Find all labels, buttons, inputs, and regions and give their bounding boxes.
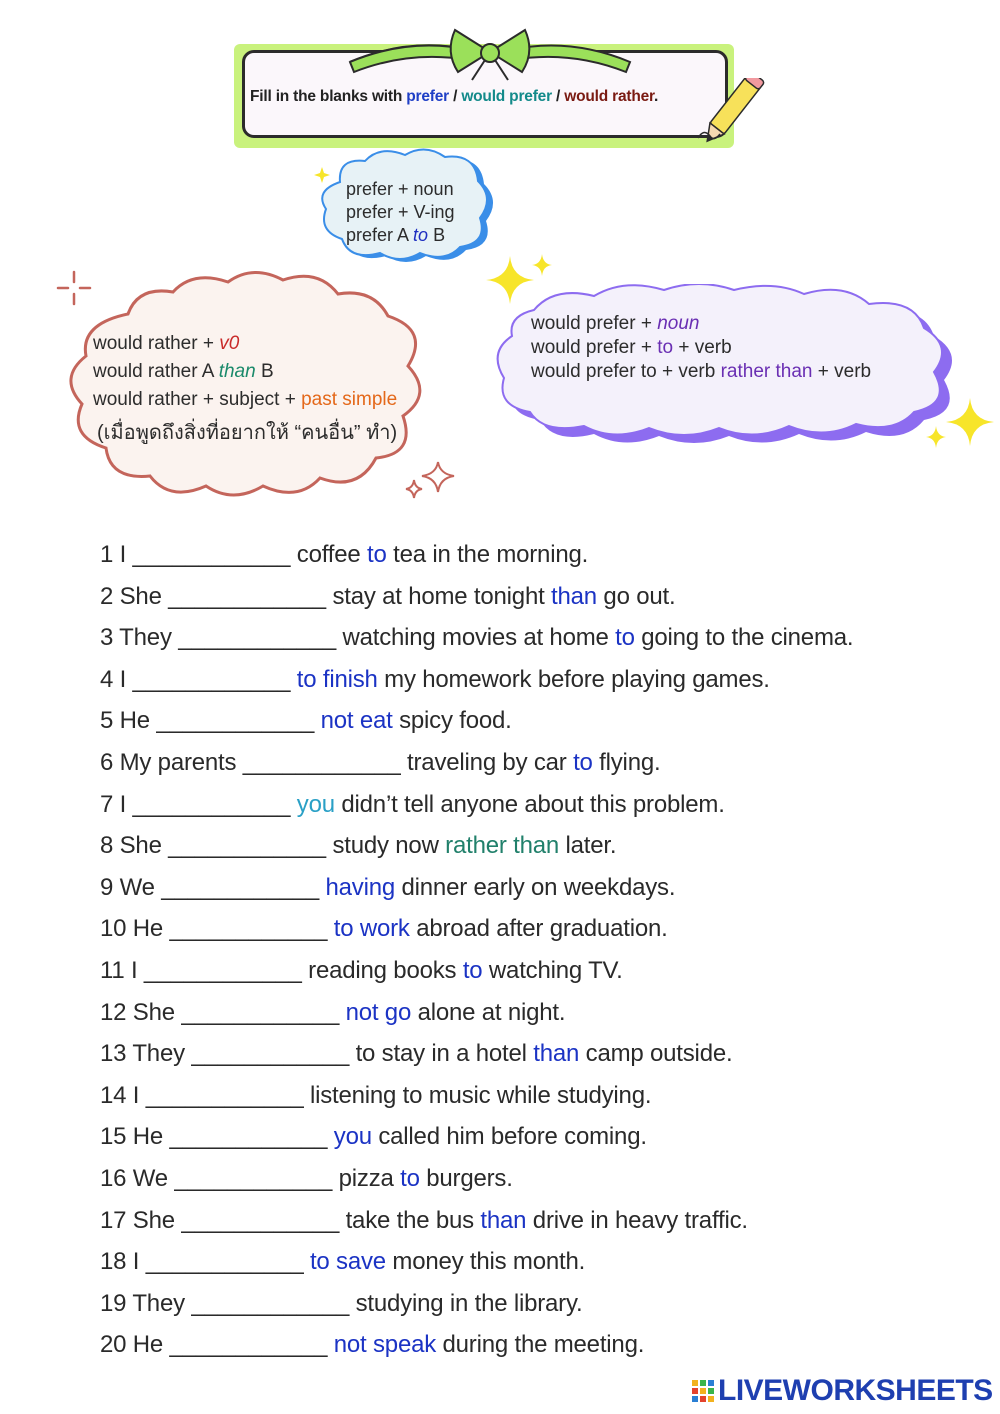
exercise-highlight: to — [573, 748, 593, 776]
exercise-highlight: to — [367, 541, 387, 568]
exercise-highlight: than — [551, 582, 597, 610]
exercise-text: reading books — [308, 956, 463, 984]
exercise-list — [100, 534, 980, 1366]
exercise-prompt: 2 She ____________ — [100, 582, 333, 610]
exercise-text: study now — [332, 832, 446, 860]
exercise-item — [100, 700, 980, 742]
exercise-highlight: not go — [345, 998, 412, 1026]
exercise-text: later. — [559, 832, 617, 860]
exercise-text: going to the cinema. — [634, 624, 854, 652]
exercise-text: didn’t tell anyone about this problem. — [334, 790, 725, 818]
would-rather-rule-past-simple: would rather + subject + past simple — [93, 389, 398, 410]
liveworksheets-logo — [690, 1374, 993, 1408]
exercise-prompt: 20 He ____________ — [100, 1331, 334, 1359]
exercise-item — [100, 1283, 980, 1325]
exercise-text: studying in the library. — [355, 1289, 583, 1317]
exercise-prompt: 4 I ____________ — [100, 665, 297, 693]
exercise-text: during the meeting. — [436, 1331, 645, 1359]
exercise-highlight: to finish — [296, 665, 378, 693]
sparkle-yellow-icon — [484, 250, 564, 310]
exercise-item — [100, 1116, 980, 1158]
exercise-text: take the bus — [345, 1206, 481, 1234]
prefer-rule-ving: prefer + V-ing — [346, 202, 455, 222]
exercise-text: drive in heavy traffic. — [526, 1206, 748, 1234]
exercise-text: abroad after graduation. — [409, 915, 668, 943]
exercise-item — [100, 1241, 980, 1283]
exercise-text: coffee — [296, 541, 368, 568]
exercise-prompt: 19 They ____________ — [100, 1289, 356, 1317]
would-rather-cloud-shape — [58, 266, 438, 506]
would-rather-rule-than: would rather A than B — [93, 361, 274, 382]
exercise-item — [100, 950, 980, 992]
exercise-text: stay at home tonight — [332, 582, 552, 610]
exercise-highlight: to — [615, 624, 635, 652]
exercise-prompt: 7 I ____________ — [100, 790, 297, 818]
exercise-prompt: 1 I ____________ — [100, 541, 297, 568]
exercise-prompt: 9 We ____________ — [100, 873, 326, 901]
ribbon-bow-icon — [340, 22, 640, 82]
exercise-item — [100, 908, 980, 950]
would-prefer-rule-rather-than: would prefer to + verb rather than + verb — [531, 361, 872, 382]
exercise-item — [100, 825, 980, 867]
exercise-prompt: 8 She ____________ — [100, 832, 333, 860]
title-prefer: prefer — [406, 88, 449, 105]
exercise-prompt: 10 He ____________ — [100, 915, 334, 943]
liveworksheets-logo-icon — [690, 1378, 716, 1404]
exercise-prompt: 17 She ____________ — [100, 1206, 346, 1234]
exercise-prompt: 16 We ____________ — [100, 1164, 339, 1192]
exercise-highlight: than — [480, 1206, 527, 1234]
exercise-prompt: 6 My parents ____________ — [100, 748, 408, 776]
exercise-text: tea in the morning. — [386, 541, 589, 568]
exercise-prompt: 14 I ____________ — [100, 1081, 310, 1109]
exercise-highlight: not speak — [333, 1331, 437, 1359]
exercise-text: burgers. — [419, 1164, 513, 1192]
title-would-prefer: would prefer — [461, 88, 552, 105]
exercise-text: to stay in a hotel — [355, 1040, 534, 1068]
exercise-text: spicy food. — [392, 707, 512, 735]
exercise-text: dinner early on weekdays. — [395, 873, 676, 901]
would-prefer-rule-noun: would prefer + noun — [531, 313, 700, 334]
exercise-highlight: to work — [333, 915, 410, 943]
exercise-prompt: 15 He ____________ — [100, 1123, 334, 1151]
exercise-item — [100, 617, 980, 659]
exercise-text: my homework before playing games. — [377, 665, 770, 693]
sparkle-icon — [312, 165, 332, 185]
exercise-prompt: 5 He ____________ — [100, 707, 321, 735]
exercise-highlight: you — [333, 1123, 372, 1151]
prefer-rule-a-to-b: prefer A to B — [346, 225, 446, 245]
exercise-item — [100, 534, 980, 576]
exercise-prompt: 18 I ____________ — [100, 1248, 310, 1276]
exercise-item — [100, 784, 980, 826]
pencil-icon — [692, 78, 772, 144]
exercise-text: watching movies at home — [342, 624, 616, 652]
exercise-highlight: to — [462, 956, 483, 984]
exercise-highlight: having — [325, 873, 396, 901]
exercise-item — [100, 742, 980, 784]
exercise-text: called him before coming. — [371, 1123, 647, 1151]
exercise-highlight: rather than — [445, 832, 560, 860]
would-rather-thai-note: (เมื่อพูดถึงสิ่งที่อยากให้ “คนอื่น” ทำ) — [97, 422, 398, 444]
exercise-item — [100, 1158, 980, 1200]
exercise-item — [100, 576, 980, 618]
exercise-text: alone at night. — [411, 998, 566, 1026]
liveworksheets-logo-text: LIVEWORKSHEETS — [718, 1374, 993, 1407]
sparkle-yellow-icon — [922, 392, 998, 454]
exercise-item — [100, 1075, 980, 1117]
star-outline-icon — [402, 458, 462, 502]
exercise-highlight: to — [400, 1164, 420, 1192]
exercise-highlight: you — [296, 790, 335, 818]
exercise-highlight: not eat — [320, 707, 393, 735]
exercise-text: go out. — [596, 582, 676, 610]
exercise-prompt: 13 They ____________ — [100, 1040, 356, 1068]
sparkle-outline-icon — [54, 268, 94, 308]
exercise-item — [100, 1200, 980, 1242]
exercise-item — [100, 992, 980, 1034]
exercise-text: listening to music while studying. — [309, 1081, 652, 1109]
exercise-item — [100, 1033, 980, 1075]
exercise-item — [100, 1324, 980, 1366]
worksheet-title: Fill in the blanks with prefer / would prefer / would rather. — [250, 88, 659, 105]
exercise-text: money this month. — [385, 1248, 586, 1276]
would-rather-rule-v0: would rather + v0 — [93, 333, 240, 354]
exercise-prompt: 11 I ____________ — [100, 956, 309, 984]
would-prefer-rule-to-verb: would prefer + to + verb — [531, 337, 732, 358]
exercise-text: flying. — [592, 748, 661, 776]
title-would-rather: would rather — [564, 88, 655, 105]
exercise-highlight: to save — [309, 1248, 386, 1276]
exercise-text: watching TV. — [482, 956, 623, 984]
exercise-highlight: than — [533, 1040, 580, 1068]
exercise-text: camp outside. — [579, 1040, 733, 1068]
exercise-prompt: 3 They ____________ — [100, 624, 343, 652]
exercise-text: pizza — [338, 1164, 401, 1192]
exercise-item — [100, 867, 980, 909]
exercise-item — [100, 659, 980, 701]
prefer-rule-noun: prefer + noun — [346, 179, 454, 199]
exercise-prompt: 12 She ____________ — [100, 998, 346, 1026]
exercise-text: traveling by car — [407, 748, 574, 776]
